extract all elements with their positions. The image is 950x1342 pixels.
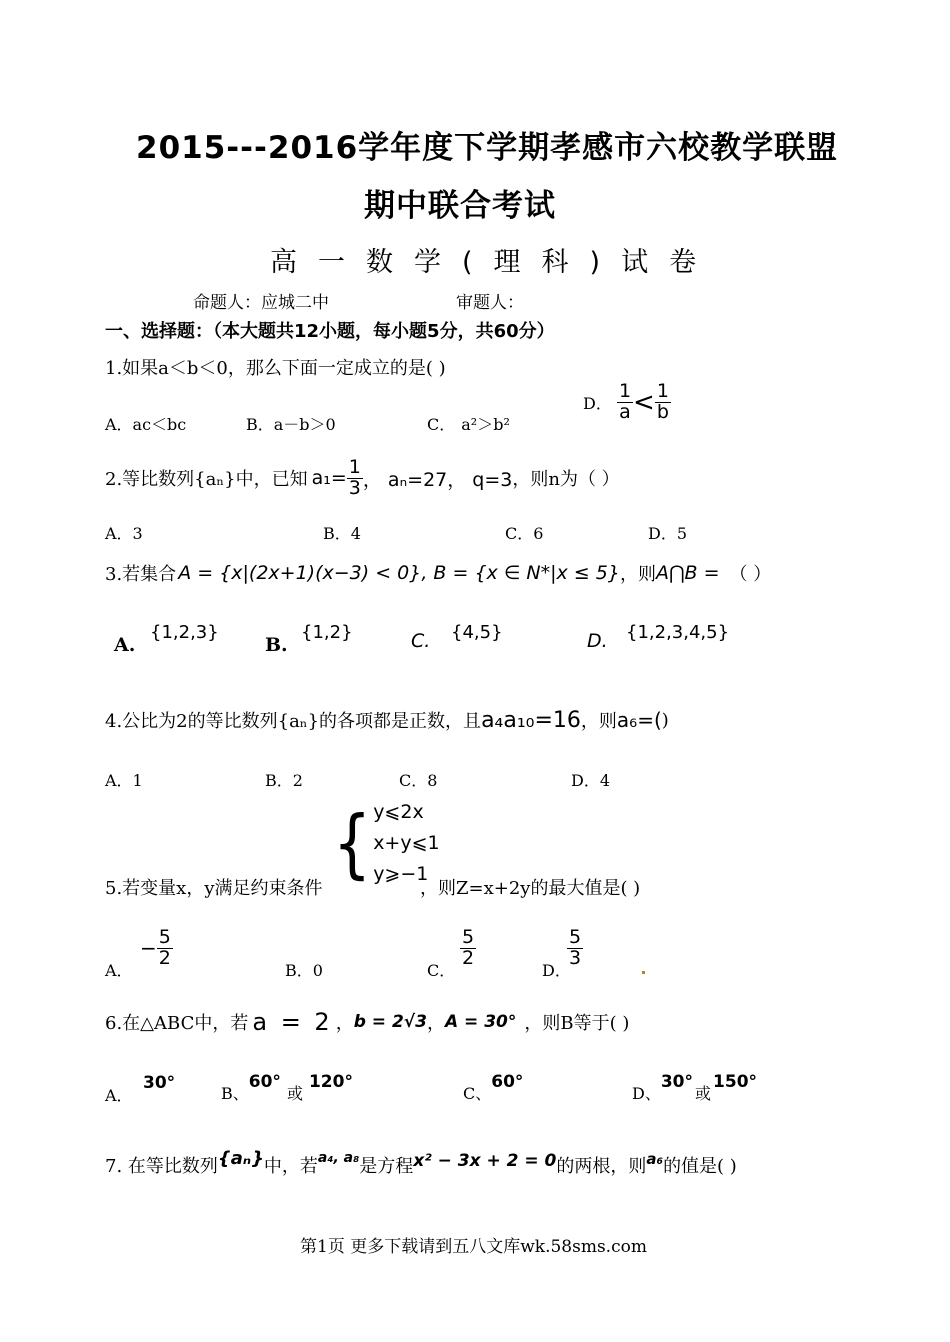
q7-target: a₆ — [646, 1150, 664, 1168]
q5-option-c-label: C． — [427, 961, 456, 980]
q3-intersection: A⋂B = — [655, 562, 720, 584]
q4-option-a: A．1 — [105, 771, 143, 790]
title-line-1: 2015---2016学年度下学期孝感市六校教学联盟 — [136, 130, 839, 166]
q5-option-a-label: A． — [105, 961, 133, 980]
q6-option-c: C、 60° — [463, 1072, 524, 1103]
q5-option-c-value: $\frac{5}{2}$ — [462, 926, 475, 969]
q1-option-d-label: D． — [583, 393, 612, 413]
q3-option-b-value: {1,2} — [301, 622, 353, 643]
q2-stem — [105, 458, 620, 499]
q3-option-a-label: A. — [114, 634, 136, 656]
q5-constraint-2: x+y⩽1 — [373, 832, 440, 854]
q2-option-a: A．3 — [105, 524, 143, 543]
q2-stem-pre: 2.等比数列{aₙ}中，已知 — [105, 469, 308, 491]
q3-option-c-label: C. — [411, 630, 431, 652]
q4-expression: a₄a₁₀=16 — [481, 707, 581, 733]
title-line-2: 期中联合考试 — [364, 188, 556, 224]
q4-option-b: B．2 — [265, 771, 303, 790]
q1-d-fraction-1: $\frac{1}{a}$ — [618, 380, 632, 423]
q4-stem-pre: 4.公比为2的等比数列{aₙ}的各项都是正数，且 — [105, 711, 482, 732]
q1-d-fraction-2: $\frac{1}{b}$ — [656, 380, 669, 423]
q3-stem — [105, 560, 771, 586]
q5-option-a-value: − $\frac{5}{2}$ — [140, 926, 171, 969]
q3-option-c-value: {4,5} — [451, 622, 503, 643]
q4-target: a₆=( — [616, 708, 662, 732]
q4-option-d: D．4 — [571, 771, 611, 790]
q4-stem-mid: ，则 — [580, 711, 617, 732]
reviewer-label: 审题人： — [456, 293, 524, 313]
q6-expr-b: b = 2√3 — [353, 1012, 427, 1032]
q4-stem — [105, 707, 669, 733]
q5-stem-pre: 5.若变量x，y满足约束条件 — [105, 878, 323, 899]
q7-sequence: {aₙ} — [217, 1147, 264, 1169]
q4-option-c: C．8 — [399, 771, 438, 790]
q7-stem — [105, 1147, 737, 1178]
q5-stem-post: ，则Z=x+2y的最大值是( ) — [420, 878, 641, 899]
q4-stem-post: ) — [661, 709, 669, 731]
q6-stem: 6.在△ABC中，若 a = 2 ， b = 2√3 ， A = 30° ，则B等于( ) — [105, 1008, 630, 1036]
page-footer: 第1页 更多下载请到五八文库wk.58sms.com — [300, 1237, 647, 1257]
q2-expr-rest: ， aₙ=27， q=3 — [362, 468, 513, 491]
subtitle: 高一数学(理科)试卷 — [270, 247, 718, 278]
q6-option-d: D、 30° 或 150° — [632, 1072, 758, 1103]
q6-stem-post: ，则B等于( ) — [524, 1013, 630, 1034]
q6-expr-a: a = 2 — [252, 1008, 330, 1036]
q7-roots: a₄, a₈ — [317, 1150, 360, 1166]
q2-fraction: $\frac{1}{3}$ — [348, 456, 361, 499]
q1-option-c-expr: a²＞b² — [461, 415, 510, 434]
q5-option-d-value: $\frac{5}{3}$ — [569, 926, 582, 969]
q7-stem-mid2: 是方程 — [359, 1156, 414, 1177]
q1-option-d — [583, 382, 671, 423]
q1-option-c — [427, 412, 510, 435]
q2-expr-a1: a₁= — [311, 467, 347, 490]
q5-option-d-label: D． — [542, 961, 571, 980]
q3-stem-pre: 3.若集合 — [105, 564, 177, 585]
q3-stem-post: （ ） — [729, 564, 772, 585]
q2-option-c: C．6 — [505, 524, 544, 543]
q6-option-a-value: 30° — [143, 1073, 176, 1093]
q2-stem-post: ，则n为（ ） — [512, 469, 620, 491]
q5-left-brace: { — [333, 799, 372, 888]
q7-stem-pre: 7. 在等比数列 — [105, 1156, 218, 1177]
q3-option-a-value: {1,2,3} — [150, 622, 219, 643]
q1-d-less-than: < — [633, 387, 655, 418]
q2-option-d: D．5 — [648, 524, 688, 543]
q1-stem: 1.如果a＜b＜0，那么下面一定成立的是( ) — [105, 358, 446, 379]
q7-stem-post: 的值是( ) — [663, 1156, 737, 1177]
q6-expr-A: A = 30° — [444, 1012, 517, 1032]
q3-option-d-label: D. — [587, 630, 608, 652]
stray-dot — [642, 971, 645, 974]
q3-option-b-label: B. — [265, 634, 288, 656]
q7-stem-mid1: 中，若 — [263, 1156, 318, 1177]
q5-constraint-1: y⩽2x — [373, 801, 424, 823]
author-label: 命题人：应城二中 — [193, 293, 329, 313]
q6-stem-pre: 6.在△ABC中，若 — [105, 1013, 249, 1034]
q6-option-a-label: A． — [105, 1086, 133, 1105]
q7-stem-mid3: 的两根，则 — [556, 1156, 647, 1177]
q5-constraint-3: y⩾−1 — [373, 863, 429, 885]
q3-option-d-value: {1,2,3,4,5} — [626, 622, 730, 643]
q7-equation: x² − 3x + 2 = 0 — [413, 1151, 557, 1171]
section-heading: 一、选择题：（本大题共12小题，每小题5分，共60分） — [105, 321, 555, 342]
q1-option-a: A．ac＜bc — [105, 415, 187, 434]
q6-option-b: B、 60° 或 120° — [221, 1072, 353, 1103]
q3-stem-mid: ，则 — [619, 564, 656, 585]
q1-option-b: B．a－b＞0 — [246, 415, 336, 434]
q5-option-b: B．0 — [285, 961, 323, 980]
q2-option-b: B．4 — [323, 524, 361, 543]
q1-option-c-label: C． — [427, 415, 456, 434]
q3-set-expression: A = {x|(2x+1)(x−3) < 0}, B = {x ∈ N*|x ≤ 5} — [178, 562, 620, 584]
